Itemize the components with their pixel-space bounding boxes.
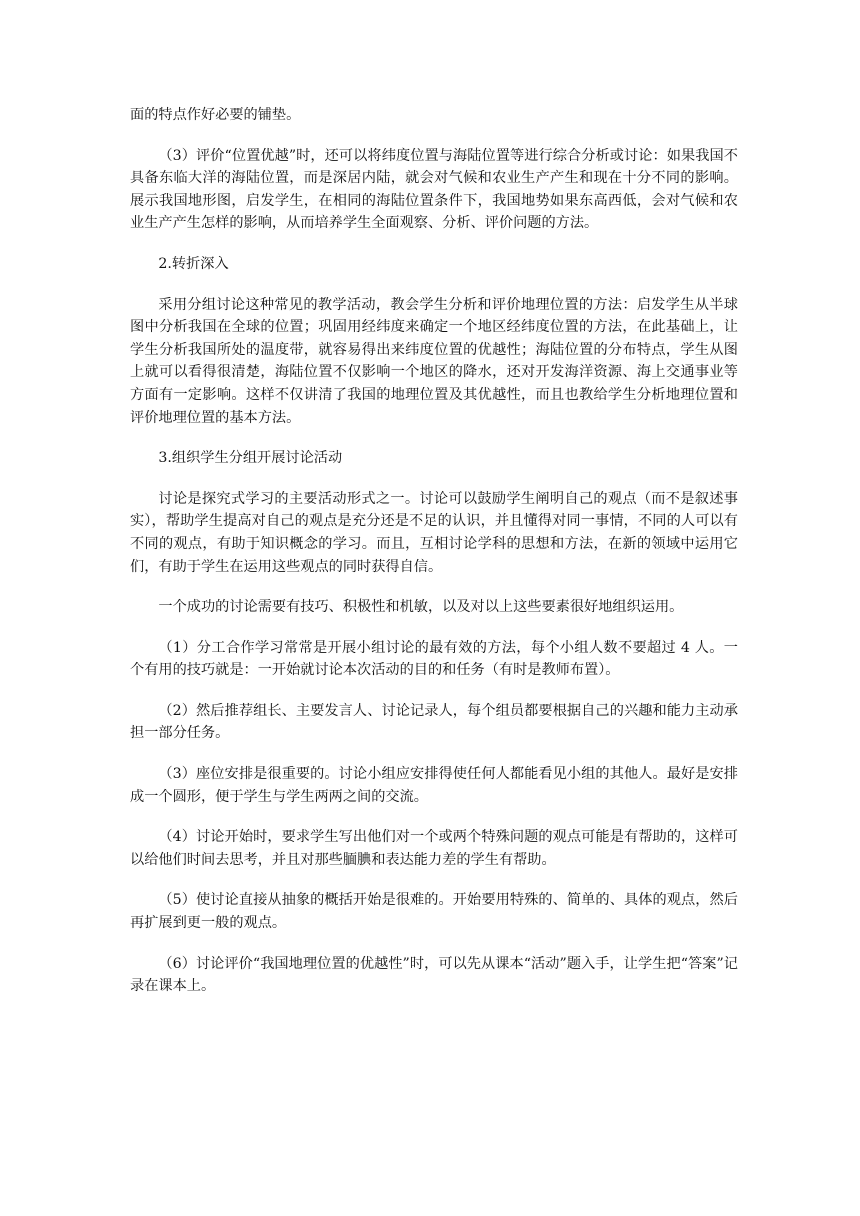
section-heading-2: 2.转折深入 [158,255,229,272]
list-item-4: （4）讨论开始时，要求学生写出他们对一个或两个特殊问题的观点可能是有帮助的，这样可以给他们时间去思考，并且对那些腼腆和表达能力差的学生有帮助。 [130,829,738,868]
section-heading-3: 3.组织学生分组开展讨论活动 [158,450,343,467]
list-item-6: （6）讨论评价“我国地理位置的优越性”时，可以先从课本“活动”题入手，让学生把“答案”记录在课本上。 [130,955,738,995]
paragraph-location-advantage: （3）评价“位置优越”时，还可以将纬度位置与海陆位置等进行综合分析或讨论：如果我国不具备东临大洋的海陆位置，而是深居内陆，就会对气候和农业生产产生和现在十分不同的影响。展示我国地形图，启发学生，在相同的海陆位置条件下，我国地势如果东高西低，会对气候和农业生产产生怎样的影响，从而培养学生全面观察、分析、评价问题的方法。 [130,147,738,232]
list-item-5: （5）使讨论直接从抽象的概括开始是很难的。开始要用特殊的、简单的、具体的观点，然后再扩展到更一般的观点。 [130,892,738,932]
list-item-1: （1）分工合作学习常常是开展小组讨论的最有效的方法，每个小组人数不要超过 4 人。一个有用的技巧就是：一开始就讨论本次活动的目的和任务（有时是教师布置）。 [130,639,738,679]
paragraph-successful-discussion: 一个成功的讨论需要有技巧、积极性和机敏，以及对以上这些要素很好地组织运用。 [158,599,684,616]
document-page [130,104,738,1016]
list-item-2: （2）然后推荐组长、主要发言人、讨论记录人，每个组员都要根据自己的兴趣和能力主动承担一部分任务。 [130,702,738,742]
paragraph-continuation: 面的特点作好必要的铺垫。 [130,107,301,123]
paragraph-group-discussion-method: 采用分组讨论这种常见的教学活动，教会学生分析和评价地理位置的方法：启发学生从半球图中分析我国在全球的位置；巩固用经纬度来确定一个地区经纬度位置的方法，在此基础上，让学生分析我国所处的温度带，就容易得出来纬度位置的优越性；海陆位置的分布特点，学生从图上就可以看得很清楚，海陆位置不仅影响一个地区的降水，还对开发海洋资源、海上交通事业等方面有一定影响。这样不仅讲清了我国的地理位置及其优越性，而且也教给学生分析地理位置和评价地理位置的基本方法。 [130,296,738,426]
list-item-3: （3）座位安排是很重要的。讨论小组应安排得使任何人都能看见小组的其他人。最好是安排成一个圆形，便于学生与学生两两之间的交流。 [130,766,738,805]
paragraph-discussion-intro: 讨论是探究式学习的主要活动形式之一。讨论可以鼓励学生阐明自己的观点（而不是叙述事实），帮助学生提高对自己的观点是充分还是不足的认识，并且懂得对同一事情，不同的人可以有不同的观点，有助于知识概念的学习。而且，互相讨论学科的思想和方法，在新的领域中运用它们，有助于学生在运用这些观点的同时获得自信。 [130,490,738,575]
